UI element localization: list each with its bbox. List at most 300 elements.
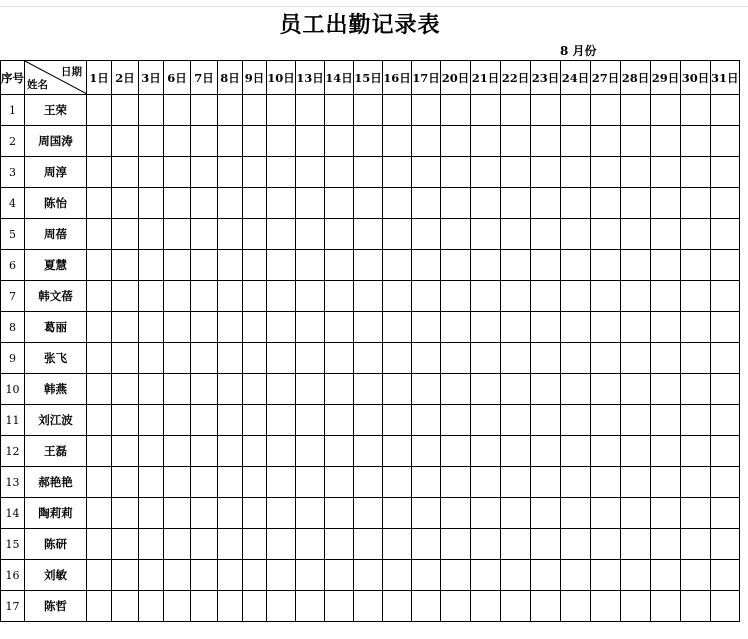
attendance-cell[interactable] — [325, 281, 354, 312]
attendance-cell[interactable] — [354, 405, 383, 436]
attendance-cell[interactable] — [561, 467, 591, 498]
attendance-cell[interactable] — [139, 498, 164, 529]
attendance-cell[interactable] — [591, 312, 621, 343]
attendance-cell[interactable] — [112, 436, 139, 467]
attendance-cell[interactable] — [383, 188, 412, 219]
attendance-cell[interactable] — [139, 374, 164, 405]
attendance-cell[interactable] — [412, 250, 441, 281]
attendance-cell[interactable] — [441, 467, 471, 498]
attendance-cell[interactable] — [591, 529, 621, 560]
attendance-cell[interactable] — [191, 591, 218, 622]
attendance-cell[interactable] — [441, 188, 471, 219]
attendance-cell[interactable] — [112, 250, 139, 281]
attendance-cell[interactable] — [164, 343, 191, 374]
attendance-cell[interactable] — [191, 188, 218, 219]
attendance-cell[interactable] — [531, 405, 561, 436]
attendance-cell[interactable] — [681, 498, 711, 529]
attendance-cell[interactable] — [651, 467, 681, 498]
attendance-cell[interactable] — [441, 529, 471, 560]
attendance-cell[interactable] — [354, 188, 383, 219]
attendance-cell[interactable] — [191, 281, 218, 312]
attendance-cell[interactable] — [561, 374, 591, 405]
attendance-cell[interactable] — [651, 250, 681, 281]
attendance-cell[interactable] — [243, 591, 267, 622]
attendance-cell[interactable] — [325, 498, 354, 529]
attendance-cell[interactable] — [191, 157, 218, 188]
attendance-cell[interactable] — [441, 95, 471, 126]
attendance-cell[interactable] — [412, 312, 441, 343]
attendance-cell[interactable] — [267, 467, 296, 498]
attendance-cell[interactable] — [325, 467, 354, 498]
attendance-cell[interactable] — [561, 529, 591, 560]
attendance-cell[interactable] — [383, 219, 412, 250]
attendance-cell[interactable] — [651, 188, 681, 219]
attendance-cell[interactable] — [681, 219, 711, 250]
attendance-cell[interactable] — [412, 281, 441, 312]
attendance-cell[interactable] — [711, 250, 740, 281]
attendance-cell[interactable] — [383, 281, 412, 312]
attendance-cell[interactable] — [501, 219, 531, 250]
attendance-cell[interactable] — [383, 467, 412, 498]
attendance-cell[interactable] — [412, 405, 441, 436]
attendance-cell[interactable] — [651, 126, 681, 157]
attendance-cell[interactable] — [561, 560, 591, 591]
attendance-cell[interactable] — [621, 591, 651, 622]
attendance-cell[interactable] — [354, 312, 383, 343]
attendance-cell[interactable] — [621, 529, 651, 560]
attendance-cell[interactable] — [561, 281, 591, 312]
attendance-cell[interactable] — [711, 405, 740, 436]
attendance-cell[interactable] — [296, 467, 325, 498]
attendance-cell[interactable] — [441, 126, 471, 157]
attendance-cell[interactable] — [354, 498, 383, 529]
attendance-cell[interactable] — [191, 498, 218, 529]
attendance-cell[interactable] — [87, 219, 112, 250]
attendance-cell[interactable] — [243, 343, 267, 374]
attendance-cell[interactable] — [267, 405, 296, 436]
attendance-cell[interactable] — [621, 188, 651, 219]
attendance-cell[interactable] — [561, 436, 591, 467]
attendance-cell[interactable] — [112, 374, 139, 405]
attendance-cell[interactable] — [591, 188, 621, 219]
attendance-cell[interactable] — [412, 188, 441, 219]
attendance-cell[interactable] — [441, 312, 471, 343]
attendance-cell[interactable] — [412, 157, 441, 188]
attendance-cell[interactable] — [471, 405, 501, 436]
attendance-cell[interactable] — [711, 374, 740, 405]
attendance-cell[interactable] — [441, 591, 471, 622]
attendance-cell[interactable] — [296, 591, 325, 622]
attendance-cell[interactable] — [267, 188, 296, 219]
attendance-cell[interactable] — [531, 498, 561, 529]
attendance-cell[interactable] — [139, 405, 164, 436]
attendance-cell[interactable] — [681, 126, 711, 157]
attendance-cell[interactable] — [651, 405, 681, 436]
attendance-cell[interactable] — [561, 188, 591, 219]
attendance-cell[interactable] — [325, 157, 354, 188]
attendance-cell[interactable] — [412, 126, 441, 157]
attendance-cell[interactable] — [218, 157, 243, 188]
attendance-cell[interactable] — [591, 157, 621, 188]
attendance-cell[interactable] — [471, 436, 501, 467]
attendance-cell[interactable] — [561, 343, 591, 374]
attendance-cell[interactable] — [191, 343, 218, 374]
attendance-cell[interactable] — [383, 405, 412, 436]
attendance-cell[interactable] — [164, 560, 191, 591]
attendance-cell[interactable] — [139, 157, 164, 188]
attendance-cell[interactable] — [591, 95, 621, 126]
attendance-cell[interactable] — [621, 95, 651, 126]
attendance-cell[interactable] — [531, 529, 561, 560]
attendance-cell[interactable] — [383, 498, 412, 529]
attendance-cell[interactable] — [112, 529, 139, 560]
attendance-cell[interactable] — [471, 591, 501, 622]
attendance-cell[interactable] — [561, 126, 591, 157]
attendance-cell[interactable] — [87, 498, 112, 529]
attendance-cell[interactable] — [591, 250, 621, 281]
attendance-cell[interactable] — [296, 529, 325, 560]
attendance-cell[interactable] — [591, 126, 621, 157]
attendance-cell[interactable] — [681, 312, 711, 343]
attendance-cell[interactable] — [267, 343, 296, 374]
attendance-cell[interactable] — [621, 219, 651, 250]
attendance-cell[interactable] — [354, 560, 383, 591]
attendance-cell[interactable] — [561, 498, 591, 529]
attendance-cell[interactable] — [267, 219, 296, 250]
attendance-cell[interactable] — [591, 560, 621, 591]
attendance-cell[interactable] — [354, 467, 383, 498]
attendance-cell[interactable] — [531, 591, 561, 622]
attendance-cell[interactable] — [218, 529, 243, 560]
attendance-cell[interactable] — [112, 188, 139, 219]
attendance-cell[interactable] — [651, 374, 681, 405]
attendance-cell[interactable] — [531, 436, 561, 467]
attendance-cell[interactable] — [243, 436, 267, 467]
attendance-cell[interactable] — [218, 374, 243, 405]
attendance-cell[interactable] — [412, 467, 441, 498]
attendance-cell[interactable] — [531, 126, 561, 157]
attendance-cell[interactable] — [87, 591, 112, 622]
attendance-cell[interactable] — [191, 560, 218, 591]
attendance-cell[interactable] — [412, 436, 441, 467]
attendance-cell[interactable] — [441, 374, 471, 405]
attendance-cell[interactable] — [267, 436, 296, 467]
attendance-cell[interactable] — [112, 126, 139, 157]
attendance-cell[interactable] — [501, 405, 531, 436]
attendance-cell[interactable] — [561, 312, 591, 343]
attendance-cell[interactable] — [243, 312, 267, 343]
attendance-cell[interactable] — [441, 560, 471, 591]
attendance-cell[interactable] — [296, 188, 325, 219]
attendance-cell[interactable] — [87, 436, 112, 467]
attendance-cell[interactable] — [354, 436, 383, 467]
attendance-cell[interactable] — [501, 498, 531, 529]
attendance-cell[interactable] — [325, 250, 354, 281]
attendance-cell[interactable] — [531, 374, 561, 405]
attendance-cell[interactable] — [711, 560, 740, 591]
attendance-cell[interactable] — [501, 374, 531, 405]
attendance-cell[interactable] — [296, 405, 325, 436]
attendance-cell[interactable] — [711, 467, 740, 498]
attendance-cell[interactable] — [383, 591, 412, 622]
attendance-cell[interactable] — [501, 467, 531, 498]
attendance-cell[interactable] — [243, 281, 267, 312]
attendance-cell[interactable] — [218, 250, 243, 281]
attendance-cell[interactable] — [621, 126, 651, 157]
attendance-cell[interactable] — [325, 126, 354, 157]
attendance-cell[interactable] — [218, 343, 243, 374]
attendance-cell[interactable] — [651, 219, 681, 250]
attendance-cell[interactable] — [561, 157, 591, 188]
attendance-cell[interactable] — [471, 188, 501, 219]
attendance-cell[interactable] — [191, 374, 218, 405]
attendance-cell[interactable] — [383, 343, 412, 374]
attendance-cell[interactable] — [561, 219, 591, 250]
attendance-cell[interactable] — [501, 188, 531, 219]
attendance-cell[interactable] — [296, 498, 325, 529]
attendance-cell[interactable] — [681, 250, 711, 281]
attendance-cell[interactable] — [531, 560, 561, 591]
attendance-cell[interactable] — [651, 312, 681, 343]
attendance-cell[interactable] — [112, 95, 139, 126]
attendance-cell[interactable] — [711, 281, 740, 312]
attendance-cell[interactable] — [191, 436, 218, 467]
attendance-cell[interactable] — [139, 95, 164, 126]
attendance-cell[interactable] — [383, 374, 412, 405]
attendance-cell[interactable] — [501, 95, 531, 126]
attendance-cell[interactable] — [531, 467, 561, 498]
attendance-cell[interactable] — [243, 405, 267, 436]
attendance-cell[interactable] — [383, 95, 412, 126]
attendance-cell[interactable] — [531, 281, 561, 312]
attendance-cell[interactable] — [243, 529, 267, 560]
attendance-cell[interactable] — [651, 498, 681, 529]
attendance-cell[interactable] — [471, 529, 501, 560]
attendance-cell[interactable] — [383, 436, 412, 467]
attendance-cell[interactable] — [621, 498, 651, 529]
attendance-cell[interactable] — [296, 436, 325, 467]
attendance-cell[interactable] — [681, 405, 711, 436]
attendance-cell[interactable] — [471, 281, 501, 312]
attendance-cell[interactable] — [218, 467, 243, 498]
attendance-cell[interactable] — [441, 498, 471, 529]
attendance-cell[interactable] — [164, 436, 191, 467]
attendance-cell[interactable] — [471, 343, 501, 374]
attendance-cell[interactable] — [139, 560, 164, 591]
attendance-cell[interactable] — [243, 95, 267, 126]
attendance-cell[interactable] — [243, 498, 267, 529]
attendance-cell[interactable] — [191, 250, 218, 281]
attendance-cell[interactable] — [621, 312, 651, 343]
attendance-cell[interactable] — [354, 281, 383, 312]
attendance-cell[interactable] — [139, 281, 164, 312]
attendance-cell[interactable] — [441, 157, 471, 188]
attendance-cell[interactable] — [621, 436, 651, 467]
attendance-cell[interactable] — [296, 157, 325, 188]
attendance-cell[interactable] — [591, 374, 621, 405]
attendance-cell[interactable] — [112, 157, 139, 188]
attendance-cell[interactable] — [651, 560, 681, 591]
attendance-cell[interactable] — [501, 529, 531, 560]
attendance-cell[interactable] — [441, 436, 471, 467]
attendance-cell[interactable] — [501, 157, 531, 188]
attendance-cell[interactable] — [383, 157, 412, 188]
attendance-cell[interactable] — [164, 281, 191, 312]
attendance-cell[interactable] — [383, 312, 412, 343]
attendance-cell[interactable] — [591, 281, 621, 312]
attendance-cell[interactable] — [561, 405, 591, 436]
attendance-cell[interactable] — [87, 467, 112, 498]
attendance-cell[interactable] — [354, 591, 383, 622]
attendance-cell[interactable] — [412, 591, 441, 622]
attendance-cell[interactable] — [651, 529, 681, 560]
attendance-cell[interactable] — [681, 436, 711, 467]
attendance-cell[interactable] — [164, 126, 191, 157]
attendance-cell[interactable] — [164, 219, 191, 250]
attendance-cell[interactable] — [681, 95, 711, 126]
attendance-cell[interactable] — [531, 219, 561, 250]
attendance-cell[interactable] — [471, 219, 501, 250]
attendance-cell[interactable] — [87, 188, 112, 219]
attendance-cell[interactable] — [267, 498, 296, 529]
attendance-cell[interactable] — [711, 126, 740, 157]
attendance-cell[interactable] — [471, 560, 501, 591]
attendance-cell[interactable] — [87, 560, 112, 591]
attendance-cell[interactable] — [164, 405, 191, 436]
attendance-cell[interactable] — [191, 405, 218, 436]
attendance-cell[interactable] — [591, 343, 621, 374]
attendance-cell[interactable] — [471, 467, 501, 498]
attendance-cell[interactable] — [267, 126, 296, 157]
attendance-cell[interactable] — [711, 188, 740, 219]
attendance-cell[interactable] — [218, 219, 243, 250]
attendance-cell[interactable] — [561, 250, 591, 281]
attendance-cell[interactable] — [711, 591, 740, 622]
attendance-cell[interactable] — [471, 95, 501, 126]
attendance-cell[interactable] — [651, 343, 681, 374]
attendance-cell[interactable] — [441, 405, 471, 436]
attendance-cell[interactable] — [139, 467, 164, 498]
attendance-cell[interactable] — [711, 529, 740, 560]
attendance-cell[interactable] — [621, 405, 651, 436]
attendance-cell[interactable] — [296, 126, 325, 157]
attendance-cell[interactable] — [139, 312, 164, 343]
attendance-cell[interactable] — [561, 591, 591, 622]
attendance-cell[interactable] — [354, 126, 383, 157]
attendance-cell[interactable] — [87, 126, 112, 157]
attendance-cell[interactable] — [621, 281, 651, 312]
attendance-cell[interactable] — [591, 591, 621, 622]
attendance-cell[interactable] — [243, 126, 267, 157]
attendance-cell[interactable] — [296, 95, 325, 126]
attendance-cell[interactable] — [112, 467, 139, 498]
attendance-cell[interactable] — [501, 250, 531, 281]
attendance-cell[interactable] — [139, 436, 164, 467]
attendance-cell[interactable] — [218, 591, 243, 622]
attendance-cell[interactable] — [412, 374, 441, 405]
attendance-cell[interactable] — [711, 157, 740, 188]
attendance-cell[interactable] — [412, 343, 441, 374]
attendance-cell[interactable] — [164, 157, 191, 188]
attendance-cell[interactable] — [218, 281, 243, 312]
attendance-cell[interactable] — [325, 343, 354, 374]
attendance-cell[interactable] — [296, 219, 325, 250]
attendance-cell[interactable] — [87, 281, 112, 312]
attendance-cell[interactable] — [139, 343, 164, 374]
attendance-cell[interactable] — [267, 529, 296, 560]
attendance-cell[interactable] — [325, 436, 354, 467]
attendance-cell[interactable] — [325, 405, 354, 436]
attendance-cell[interactable] — [681, 188, 711, 219]
attendance-cell[interactable] — [87, 529, 112, 560]
attendance-cell[interactable] — [651, 436, 681, 467]
attendance-cell[interactable] — [501, 436, 531, 467]
attendance-cell[interactable] — [412, 498, 441, 529]
attendance-cell[interactable] — [531, 343, 561, 374]
attendance-cell[interactable] — [139, 529, 164, 560]
attendance-cell[interactable] — [711, 343, 740, 374]
attendance-cell[interactable] — [591, 498, 621, 529]
attendance-cell[interactable] — [651, 591, 681, 622]
attendance-cell[interactable] — [325, 188, 354, 219]
attendance-cell[interactable] — [681, 374, 711, 405]
attendance-cell[interactable] — [621, 157, 651, 188]
attendance-cell[interactable] — [164, 312, 191, 343]
attendance-cell[interactable] — [501, 560, 531, 591]
attendance-cell[interactable] — [591, 436, 621, 467]
attendance-cell[interactable] — [591, 467, 621, 498]
attendance-cell[interactable] — [218, 188, 243, 219]
attendance-cell[interactable] — [711, 95, 740, 126]
attendance-cell[interactable] — [243, 560, 267, 591]
attendance-cell[interactable] — [243, 219, 267, 250]
attendance-cell[interactable] — [164, 467, 191, 498]
attendance-cell[interactable] — [681, 157, 711, 188]
attendance-cell[interactable] — [87, 312, 112, 343]
attendance-cell[interactable] — [501, 343, 531, 374]
attendance-cell[interactable] — [218, 405, 243, 436]
attendance-cell[interactable] — [501, 126, 531, 157]
attendance-cell[interactable] — [325, 219, 354, 250]
attendance-cell[interactable] — [112, 219, 139, 250]
attendance-cell[interactable] — [441, 281, 471, 312]
attendance-cell[interactable] — [296, 312, 325, 343]
attendance-cell[interactable] — [191, 467, 218, 498]
attendance-cell[interactable] — [471, 312, 501, 343]
attendance-cell[interactable] — [164, 188, 191, 219]
attendance-cell[interactable] — [354, 250, 383, 281]
attendance-cell[interactable] — [531, 250, 561, 281]
attendance-cell[interactable] — [325, 312, 354, 343]
attendance-cell[interactable] — [681, 281, 711, 312]
attendance-cell[interactable] — [681, 343, 711, 374]
attendance-cell[interactable] — [441, 250, 471, 281]
attendance-cell[interactable] — [191, 312, 218, 343]
attendance-cell[interactable] — [267, 95, 296, 126]
attendance-cell[interactable] — [267, 250, 296, 281]
attendance-cell[interactable] — [354, 95, 383, 126]
attendance-cell[interactable] — [296, 250, 325, 281]
attendance-cell[interactable] — [218, 312, 243, 343]
attendance-cell[interactable] — [383, 126, 412, 157]
attendance-cell[interactable] — [412, 95, 441, 126]
attendance-cell[interactable] — [164, 374, 191, 405]
attendance-cell[interactable] — [412, 560, 441, 591]
attendance-cell[interactable] — [296, 374, 325, 405]
attendance-cell[interactable] — [325, 95, 354, 126]
attendance-cell[interactable] — [112, 405, 139, 436]
attendance-cell[interactable] — [112, 343, 139, 374]
